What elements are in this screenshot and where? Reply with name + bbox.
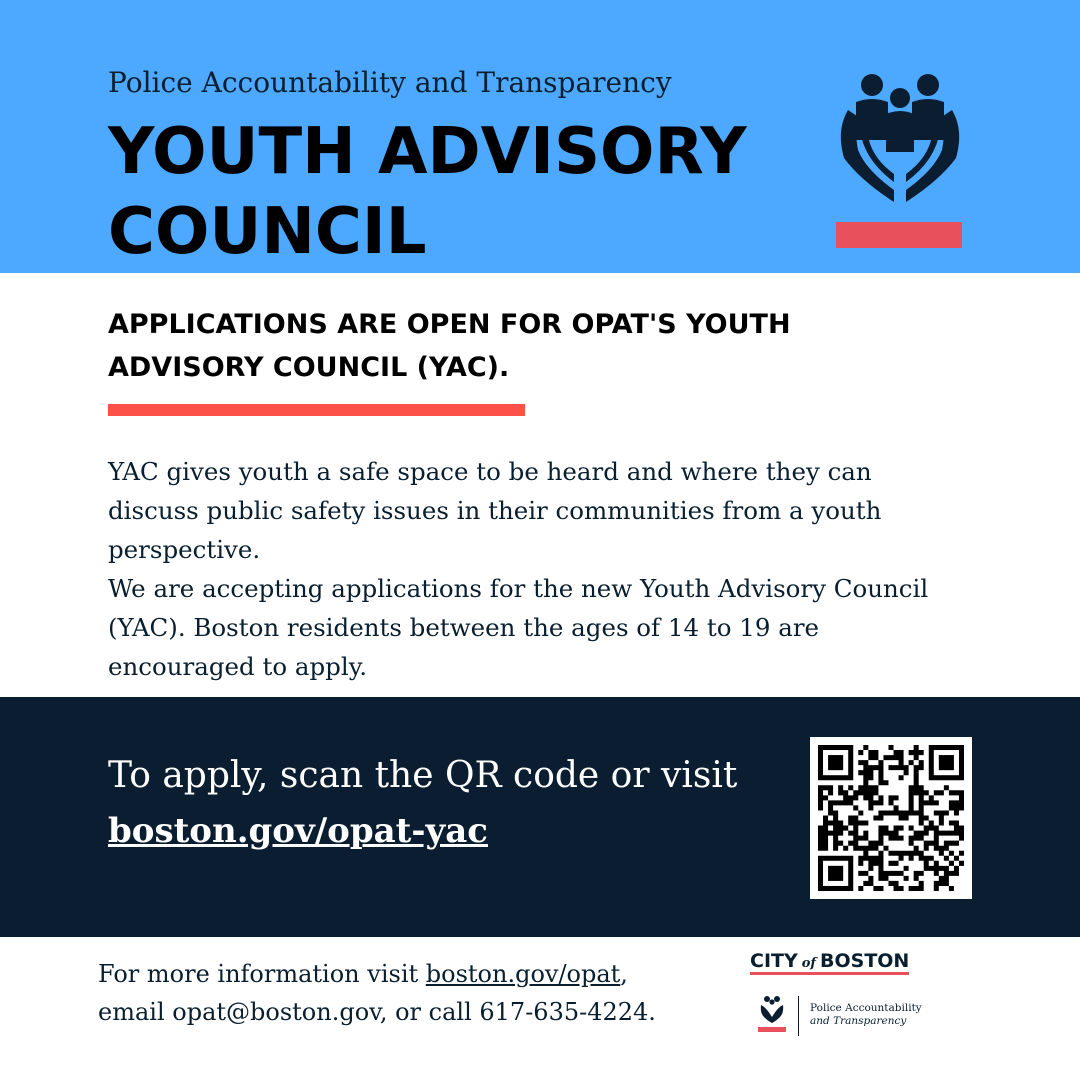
description: [108, 452, 1008, 686]
opat-small-logo-icon: [758, 995, 786, 1035]
footer-line-2: email opat@boston.gov, or call 617-635-4224.: [98, 998, 656, 1026]
of-word: of: [801, 956, 816, 971]
description-line: perspective.: [108, 535, 261, 564]
accent-bar: [836, 222, 962, 248]
apply-instructions: To apply, scan the QR code or visit: [108, 755, 738, 796]
title-line-1: YOUTH ADVISORY: [108, 115, 747, 189]
footer-prefix: For more information visit: [98, 960, 426, 988]
opat-link[interactable]: boston.gov/opat: [425, 960, 621, 988]
announcement-headline: [108, 303, 988, 389]
accent-rule: [108, 404, 525, 416]
title-line-2: COUNCIL: [108, 195, 427, 269]
headline-line-2: ADVISORY COUNCIL (YAC).: [108, 352, 510, 383]
headline-line-1: APPLICATIONS ARE OPEN FOR OPAT'S YOUTH: [108, 309, 791, 340]
description-line: encouraged to apply.: [108, 652, 368, 681]
city-of-boston-logo: [750, 950, 909, 975]
boston-word: BOSTON: [820, 950, 910, 972]
org-name-line-2: and Transparency: [810, 1015, 907, 1027]
footer-comma: ,: [620, 960, 628, 988]
description-line: YAC gives youth a safe space to be heard and where they can: [108, 457, 872, 486]
description-line: (YAC). Boston residents between the ages of 14 to 19 are: [108, 613, 820, 642]
page-title: [108, 112, 747, 272]
apply-link[interactable]: boston.gov/opat-yac: [108, 811, 488, 851]
footer-line-1: [98, 955, 656, 993]
footer-info: [98, 955, 656, 1031]
people-in-hands-icon: [830, 70, 970, 210]
city-word: CITY: [750, 950, 798, 972]
description-line: discuss public safety issues in their communities from a youth: [108, 496, 882, 525]
org-name-line-1: Police Accountability: [810, 1002, 922, 1014]
description-line: We are accepting applications for the new Youth Advisory Council: [108, 574, 929, 603]
qr-code-icon[interactable]: [810, 737, 972, 899]
org-subtitle: Police Accountability and Transparency: [108, 66, 672, 99]
org-name: [810, 1002, 922, 1028]
logo-divider: [798, 996, 799, 1036]
